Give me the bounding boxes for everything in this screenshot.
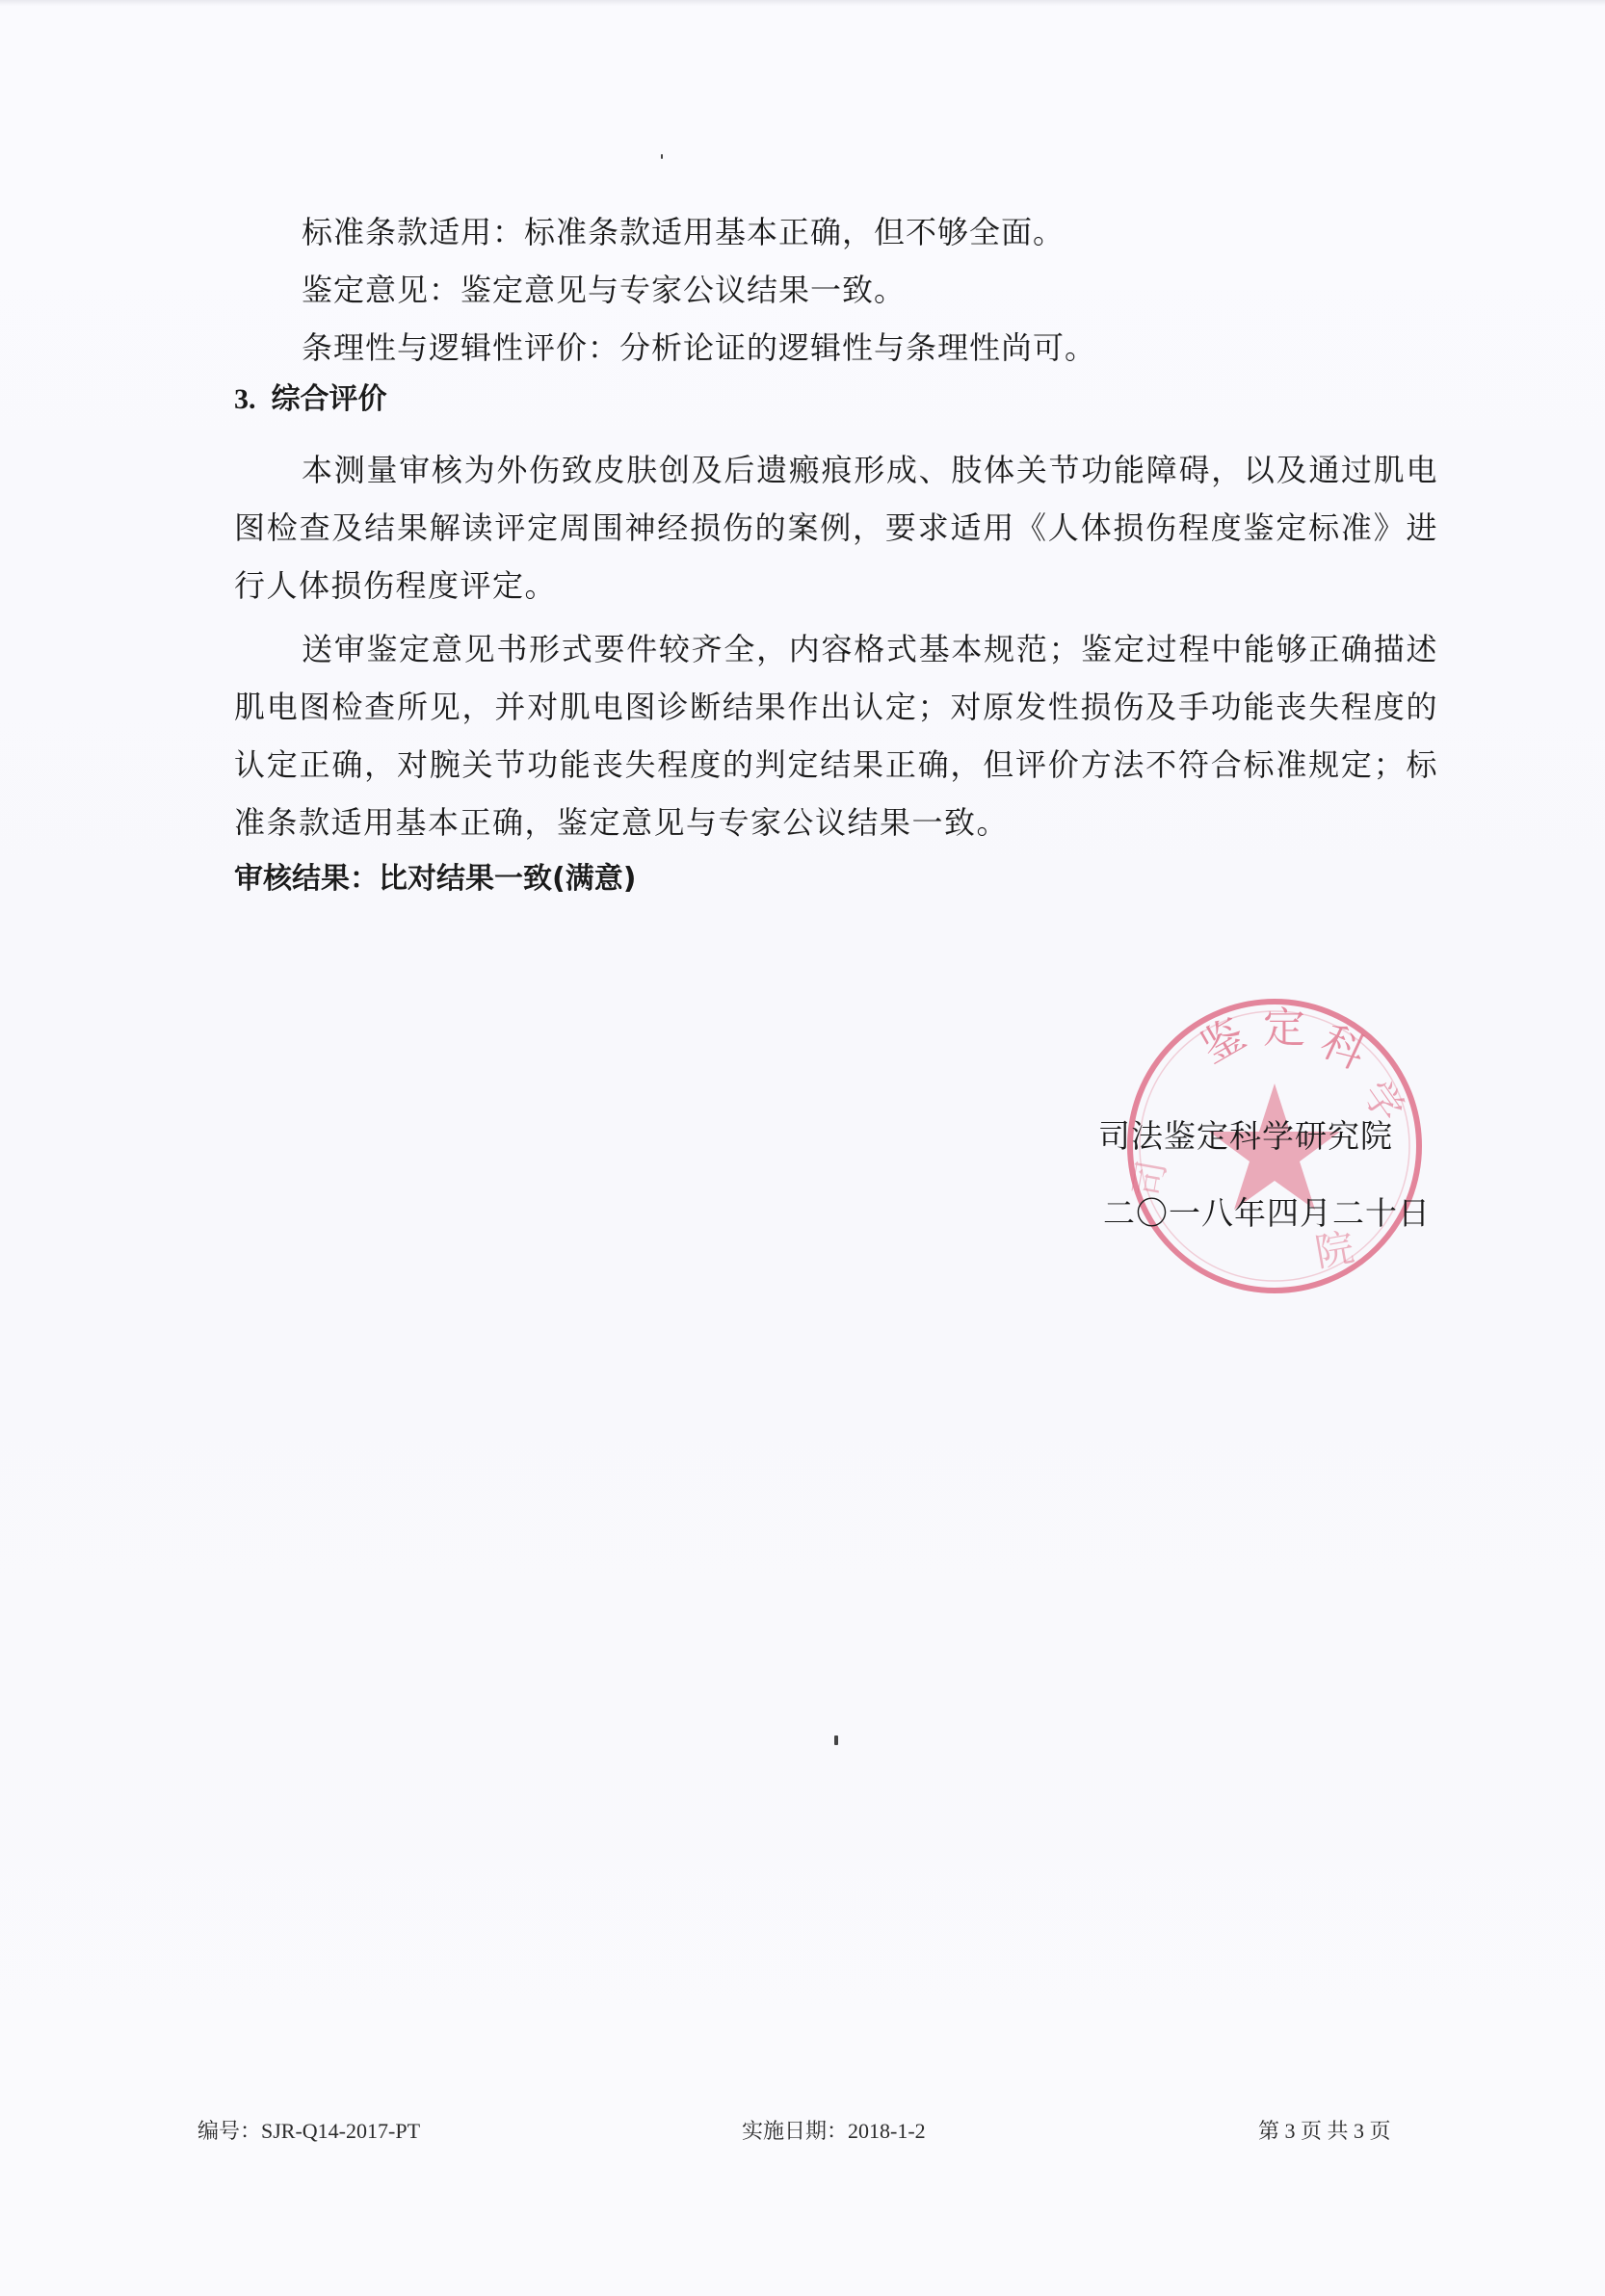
paragraph-case-summary: 本测量审核为外伤致皮肤创及后遗瘢痕形成、肢体关节功能障碍，以及通过肌电图检查及结果解读评定周围神经损伤的案例，要求适用《人体损伤程度鉴定标准》进行人体损伤程度评定。 bbox=[234, 452, 1438, 604]
criteria-logic-evaluation: 条理性与逻辑性评价：分析论证的逻辑性与条理性尚可。 bbox=[302, 329, 1097, 366]
section-title: 综合评价 bbox=[271, 382, 387, 416]
page-number: 第 3 页 共 3 页 bbox=[1258, 2119, 1391, 2143]
scan-speck bbox=[834, 1735, 838, 1745]
implementation-date: 实施日期：2018-1-2 bbox=[742, 2119, 926, 2143]
svg-text:学: 学 bbox=[1353, 1073, 1412, 1131]
document-body bbox=[234, 210, 1448, 901]
section-number: 3. bbox=[234, 383, 256, 415]
svg-text:科: 科 bbox=[1313, 1016, 1373, 1080]
signature-block bbox=[1098, 1098, 1431, 1252]
institution-name: 司法鉴定科学研究院 bbox=[1098, 1117, 1393, 1155]
svg-text:司: 司 bbox=[1125, 1157, 1174, 1201]
scan-speck bbox=[661, 154, 663, 159]
review-result: 审核结果：比对结果一致(满意) bbox=[234, 862, 637, 896]
signature-date: 二〇一八年四月二十日 bbox=[1103, 1194, 1431, 1232]
svg-text:鉴: 鉴 bbox=[1193, 1009, 1254, 1074]
svg-text:定: 定 bbox=[1263, 1004, 1305, 1053]
document-code: 编号：SJR-Q14-2017-PT bbox=[197, 2119, 421, 2143]
scan-edge bbox=[0, 0, 1605, 6]
svg-text:院: 院 bbox=[1311, 1225, 1358, 1276]
criteria-appraisal-opinion: 鉴定意见：鉴定意见与专家公议结果一致。 bbox=[302, 272, 907, 308]
paragraph-review-summary: 送审鉴定意见书形式要件较齐全，内容格式基本规范；鉴定过程中能够正确描述肌电图检查所见，并对肌电图诊断结果作出认定；对原发性损伤及手功能丧失程度的认定正确，对腕关节功能丧失程度的判定结果正确，但评价方法不符合标准规定；标准条款适用基本正确，鉴定意见与专家公议结果一致。 bbox=[234, 631, 1438, 841]
criteria-standard-clauses: 标准条款适用：标准条款适用基本正确，但不够全面。 bbox=[302, 214, 1066, 250]
section-heading bbox=[234, 378, 1448, 422]
